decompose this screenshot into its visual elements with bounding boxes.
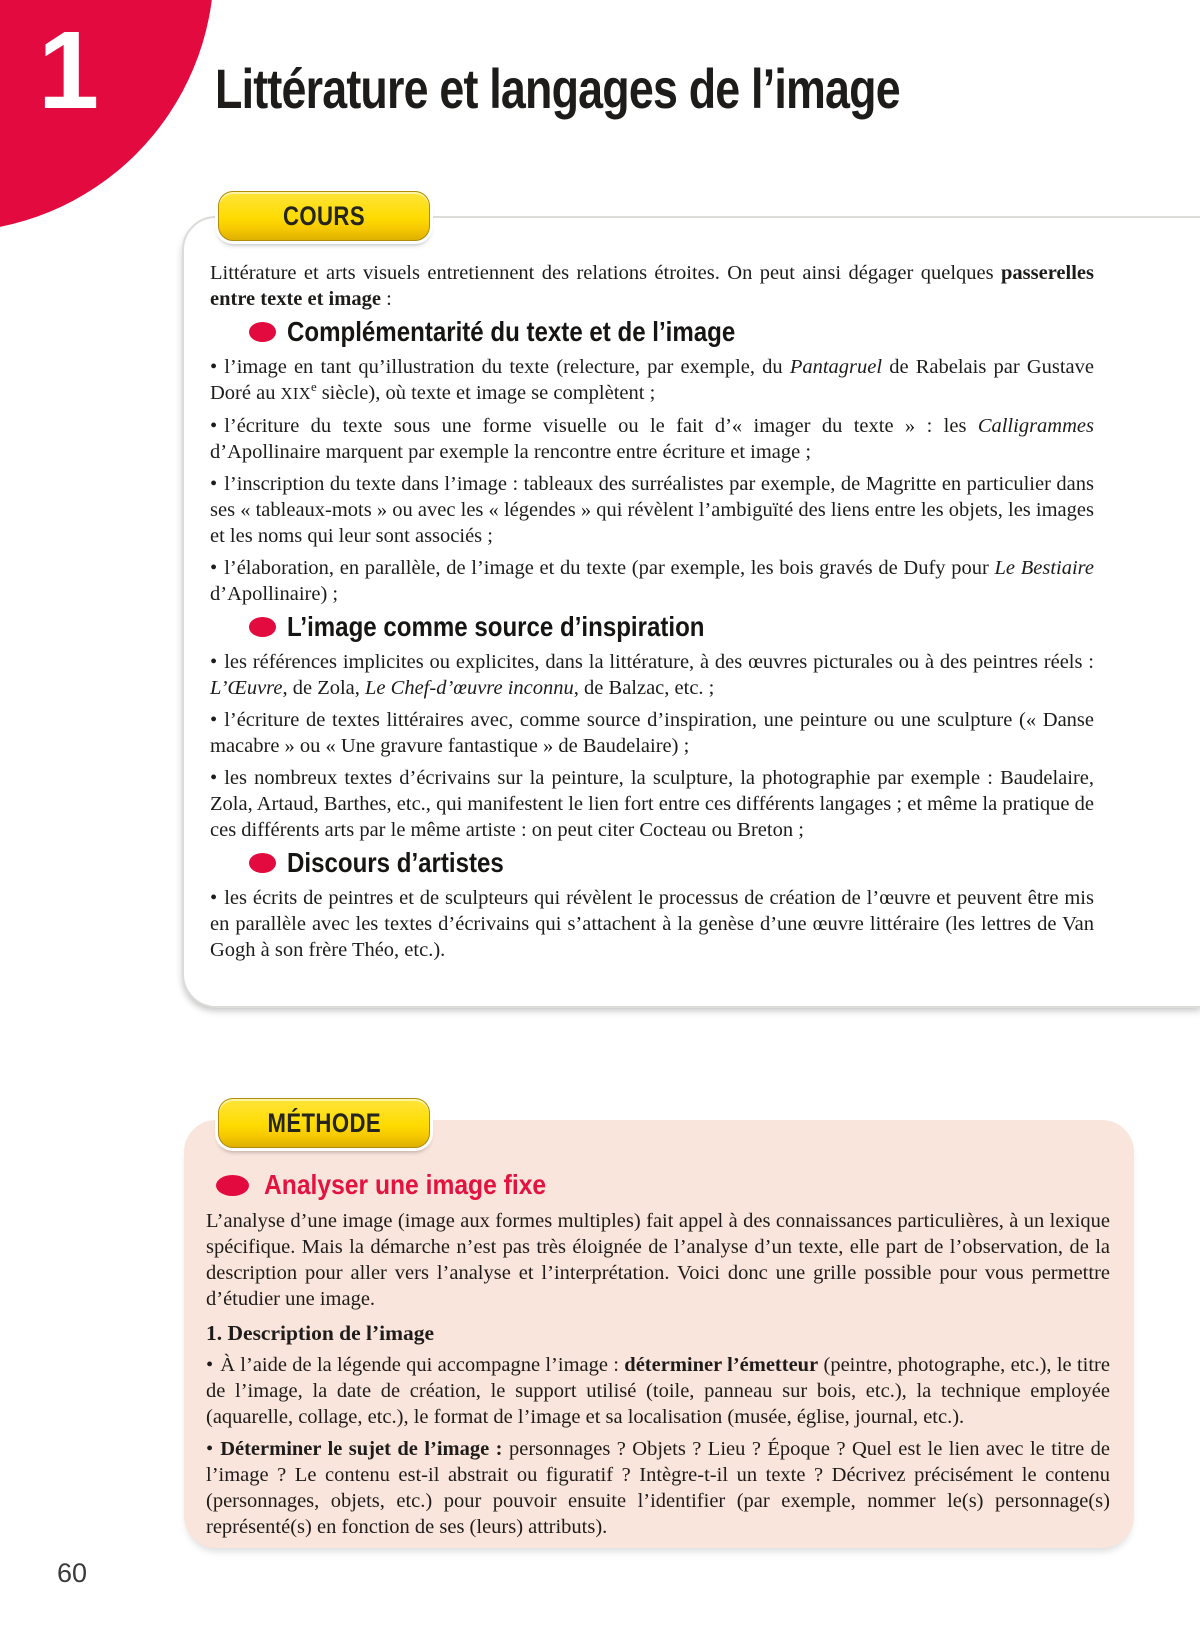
bullet-item bbox=[206, 1436, 1110, 1540]
page-number: 60 bbox=[57, 1558, 88, 1588]
bullet-marker: • bbox=[206, 1354, 214, 1376]
methode-intro: L’analyse d’une image (image aux formes multiples) fait appel à des connaissances particulières, à un lexique spécifique. Mais la démarche n’est pas très éloignée de l’analyse d’un texte, elle part de l’observation, de la description pour aller vers l’analyse et l’interprétation. Voici donc une grille possible pour vous permettre d’étudier une image. bbox=[206, 1210, 1110, 1310]
bullet-text: l’inscription du texte dans l’image : tableaux des surréalistes par exemple, de Magritte en particulier dans ses « tableaux-mots » ou avec les « légendes » qui révèlent l’ambiguïté des liens entre les objets, les images et les noms qui leur sont associés ; bbox=[210, 473, 1094, 547]
bullet-item bbox=[210, 471, 1094, 549]
bullet-text: l’écriture de textes littéraires avec, comme source d’inspiration, une peinture ou une sculpture (« Danse macabre » ou « Une gravure fantastique » de Baudelaire) ; bbox=[210, 709, 1094, 757]
bullet-item bbox=[210, 413, 1094, 465]
bullet-text: Déterminer le sujet de l’image : personnages ? Objets ? Lieu ? Époque ? Quel est le lien avec le titre de l’image ? Le contenu est-il abstrait ou figuratif ? Intègre-t-il un texte ? Décrivez précisément le contenu (personnages, objets, etc.) pour pouvoir ensuite l’identifier (par exemple, nommer le(s) personnage(s) représenté(s) en fonction de ses (leurs) attributs). bbox=[206, 1438, 1110, 1538]
methode-heading-label: Analyser une image fixe bbox=[264, 1169, 547, 1200]
bullet-item bbox=[210, 354, 1094, 407]
red-bullet-icon bbox=[249, 322, 276, 342]
bullet-text: À l’aide de la légende qui accompagne l’image : déterminer l’émetteur (peintre, photographe, etc.), le titre de l’image, la date de création, le support utilisé (toile, panneau sur bois, etc.), la technique employée (aquarelle, collage, etc.), le format de l’image et sa localisation (musée, église, journal, etc.). bbox=[206, 1354, 1110, 1428]
methode-subheading: 1. Description de l’image bbox=[206, 1321, 435, 1345]
bullet-marker: • bbox=[210, 356, 218, 378]
methode-badge-label: MÉTHODE bbox=[267, 1107, 381, 1138]
red-corner-blob bbox=[0, 0, 214, 232]
bullet-marker: • bbox=[206, 1438, 214, 1460]
bullet-text: les nombreux textes d’écrivains sur la peinture, la sculpture, la photographie par exemple : Baudelaire, Zola, Artaud, Barthes, etc., qui manifestent le lien fort entre ces différents langages ; et même la pratique de ces différents arts par le même artiste : on peut citer Cocteau ou Breton ; bbox=[210, 767, 1094, 841]
bullet-marker: • bbox=[210, 709, 218, 731]
bullet-item bbox=[210, 555, 1094, 607]
bullet-item bbox=[210, 765, 1094, 843]
bullet-text: les références implicites ou explicites, dans la littérature, à des œuvres picturales ou à des peintres réels : L’Œuvre, de Zola, Le Chef-d’œuvre inconnu, de Balzac, etc. ; bbox=[210, 651, 1094, 699]
bullet-marker: • bbox=[210, 557, 218, 579]
cours-badge-label: COURS bbox=[282, 200, 365, 231]
bullet-item bbox=[210, 649, 1094, 701]
section-heading bbox=[249, 613, 1094, 641]
section-heading bbox=[249, 849, 1094, 877]
methode-badge bbox=[218, 1098, 430, 1148]
section-heading-label: Discours d’artistes bbox=[287, 847, 504, 878]
red-bullet-icon bbox=[216, 1175, 249, 1196]
bullet-marker: • bbox=[210, 473, 218, 495]
bullet-marker: • bbox=[210, 651, 218, 673]
section-heading-label: Complémentarité du texte et de l’image bbox=[287, 316, 736, 347]
page-title: Littérature et langages de l’image bbox=[215, 57, 900, 120]
course-intro: Littérature et arts visuels entretiennent des relations étroites. On peut ainsi dégager quelques passerelles entre texte et image : bbox=[210, 262, 1094, 310]
bullet-item bbox=[206, 1352, 1110, 1430]
section-heading bbox=[249, 318, 1094, 346]
course-box bbox=[182, 216, 1200, 1008]
bullet-text: les écrits de peintres et de sculpteurs qui révèlent le processus de création de l’œuvre et peuvent être mis en parallèle avec les textes d’écrivains qui s’attachent à la genèse d’une œuvre littéraire (les lettres de Van Gogh à son frère Théo, etc.). bbox=[210, 887, 1094, 961]
bullet-marker: • bbox=[210, 887, 218, 909]
methode-heading bbox=[216, 1170, 1110, 1200]
section-heading-label: L’image comme source d’inspiration bbox=[287, 611, 705, 642]
methode-box bbox=[184, 1120, 1134, 1548]
red-bullet-icon bbox=[249, 853, 276, 873]
bullet-text: l’écriture du texte sous une forme visuelle ou le fait d’« imager du texte » : les Calligrammes d’Apollinaire marquent par exemple la rencontre entre écriture et image ; bbox=[210, 415, 1094, 463]
cours-badge bbox=[218, 191, 430, 241]
bullet-marker: • bbox=[210, 415, 218, 437]
bullet-text: l’image en tant qu’illustration du texte (relecture, par exemple, du Pantagruel de Rabelais par Gustave Doré au XIXe siècle), où texte et image se complètent ; bbox=[210, 356, 1094, 404]
bullet-text: l’élaboration, en parallèle, de l’image et du texte (par exemple, les bois gravés de Dufy pour Le Bestiaire d’Apollinaire) ; bbox=[210, 557, 1094, 605]
chapter-number: 1 bbox=[38, 9, 100, 132]
bullet-item bbox=[210, 885, 1094, 963]
bullet-item bbox=[210, 707, 1094, 759]
red-bullet-icon bbox=[249, 617, 276, 637]
bullet-marker: • bbox=[210, 767, 218, 789]
